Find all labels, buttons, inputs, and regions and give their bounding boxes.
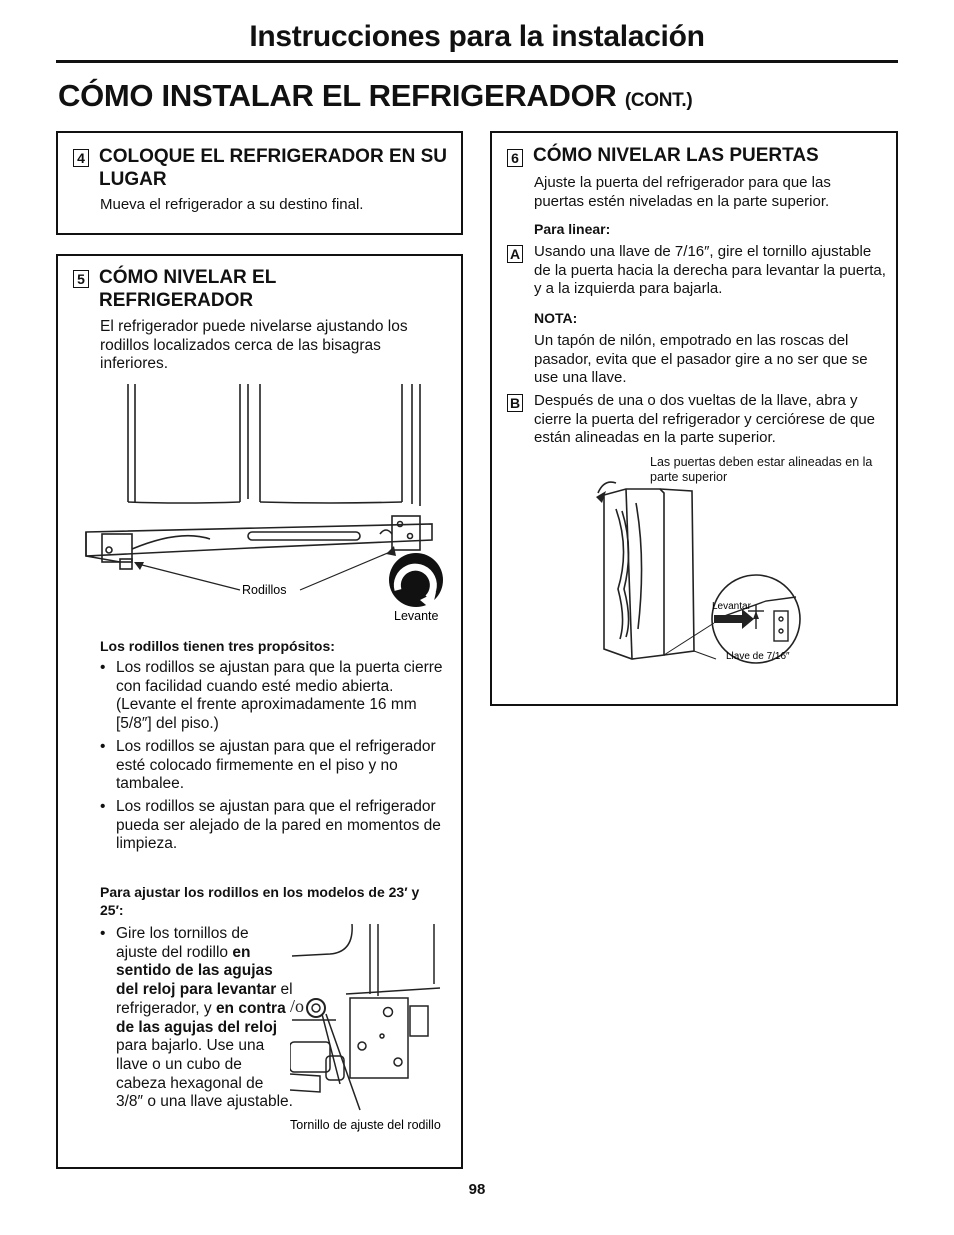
purpose-item: • Los rodillos se ajustan para que el refrigerador esté colocado firmemente en el piso y no tambalee. [100, 738, 445, 794]
levantar-label: Levantar [712, 601, 751, 612]
step-b-label: B [507, 394, 523, 412]
page-number: 98 [468, 1181, 486, 1198]
step-4-box [56, 131, 463, 235]
roller-screw-illustration [290, 924, 442, 1152]
wrench-label: Llave de 7/16″ [726, 651, 790, 662]
page-header-title: Instrucciones para la instalación [249, 20, 705, 53]
section-title-cont: (CONT.) [624, 90, 693, 111]
step-4-text: Mueva el refrigerador a su destino final. [100, 196, 364, 213]
svg-text:/o: /o [290, 996, 305, 1016]
note-text: Un tapón de nilón, empotrado en las roscas del pasador, evita que el pasador gire a no ser que se use una llave. [534, 332, 868, 387]
step-4-title: COLOQUE EL REFRIGERADOR EN SU LUGAR [99, 146, 448, 190]
adjust-list [100, 925, 294, 1116]
purpose-item: • Los rodillos se ajustan para que la puerta cierre con facilidad cuando esté medio abierta. (Levante el frente aproximadamente 16 mm [5/8″] del piso.) [100, 659, 445, 734]
step-6-title: CÓMO NIVELAR LAS PUERTAS [533, 145, 819, 166]
adjust-item: • Gire los tornillos de ajuste del rodillo en sentido de las agujas del reloj para levantar el refrigerador, y en contra de las agujas del reloj para bajarlo. Use una llave o un cubo de cabeza hexagonal de 3/8″ o una llave ajustable. [100, 925, 294, 1112]
step-a-text: Usando una llave de 7/16″, gire el tornillo ajustable de la puerta hacia la derecha para levantar la puerta, y a la izquierda para bajarla. [534, 243, 886, 298]
note-heading: NOTA: [534, 310, 578, 326]
rodillos-label: Rodillos [242, 583, 287, 597]
section-title [58, 78, 692, 114]
rollers-illustration [80, 384, 456, 624]
purposes-list [100, 659, 445, 858]
step-4-number: 4 [73, 149, 89, 167]
step-a-label: A [507, 245, 523, 263]
purposes-heading: Los rodillos tienen tres propósitos: [100, 638, 335, 654]
section-title-main: CÓMO INSTALAR EL REFRIGERADOR [58, 78, 617, 113]
step-b-text: Después de una o dos vueltas de la llave, abra y cierre la puerta del refrigerador y cerciórese de que están alineadas en la parte superior. [534, 392, 876, 447]
step-5-number: 5 [73, 270, 89, 288]
step-6-intro: Ajuste la puerta del refrigerador para que las puertas estén niveladas en la parte superior. [534, 174, 831, 210]
step-5-title: CÓMO NIVELAR EL REFRIGERADOR [99, 267, 276, 311]
roller-screw-label: Tornillo de ajuste del rodillo [290, 1118, 441, 1132]
step-6-box [490, 131, 898, 706]
adjust-heading: Para ajustar los rodillos en los modelos de 23′ y 25′: [100, 884, 420, 918]
levante-label: Levante [394, 609, 439, 623]
doors-aligned-label: Las puertas deben estar alineadas en la parte superior [650, 455, 873, 484]
align-heading: Para linear: [534, 221, 611, 237]
step-6-number: 6 [507, 149, 523, 167]
step-5-intro: El refrigerador puede nivelarse ajustando los rodillos localizados cerca de las bisagras inferiores. [100, 318, 408, 373]
clockwise-arrow-icon [389, 553, 443, 610]
step-5-box [56, 254, 463, 1169]
purpose-item: • Los rodillos se ajustan para que el refrigerador pueda ser alejado de la pared en momentos de limpieza. [100, 798, 445, 854]
hinge-inset [712, 575, 800, 663]
header-divider [56, 60, 898, 63]
door-leveling-illustration [596, 469, 818, 685]
